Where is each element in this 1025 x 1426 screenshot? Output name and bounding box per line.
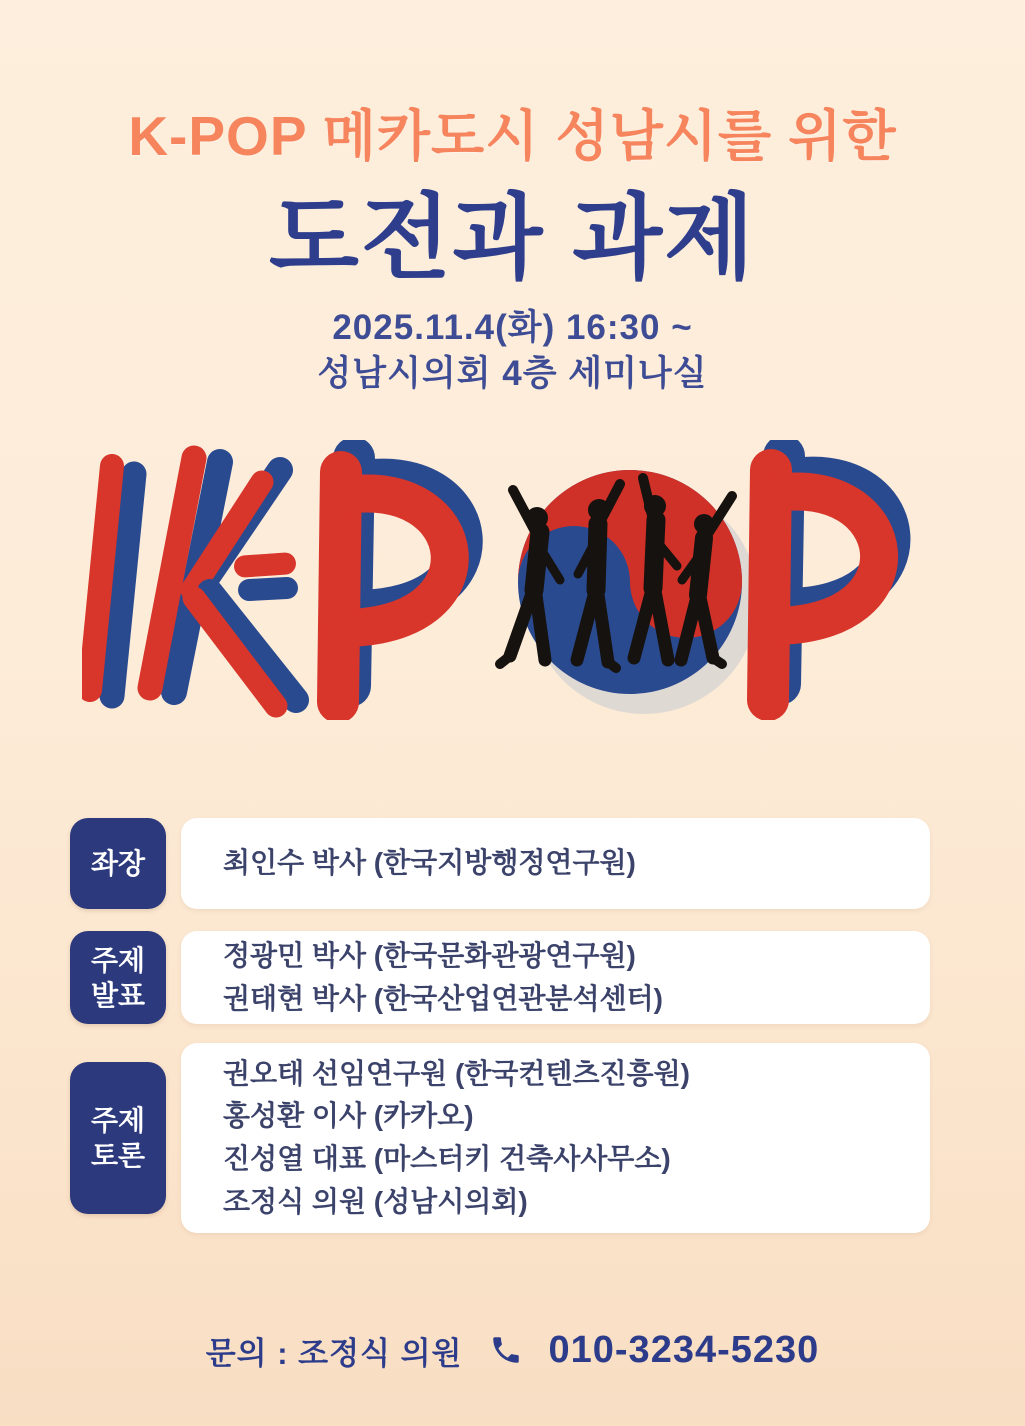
- logo-letter-p1: [338, 458, 463, 702]
- kpop-logo: [82, 440, 942, 720]
- person-entry: 권태현 박사 (한국산업연관분석센터): [223, 982, 663, 1014]
- section-moderator: [70, 818, 930, 909]
- section-presentation-label: [70, 931, 166, 1024]
- event-datetime: 2025.11.4(화) 16:30 ~: [332, 308, 693, 347]
- section-discussion: [70, 1043, 930, 1233]
- person-entry: 조정식 의원 (성남시의회): [223, 1185, 528, 1217]
- section-discussion-card: [181, 1043, 930, 1233]
- section-moderator-label: [70, 818, 166, 909]
- event-venue: 성남시의회 4층 세미나실: [317, 354, 708, 393]
- person-entry: 홍성환 이사 (카카오): [223, 1100, 474, 1132]
- label-line: 주제: [90, 1105, 146, 1136]
- label-line: 발표: [90, 979, 146, 1011]
- logo-letter-p2: [768, 456, 890, 700]
- poster-footer: [0, 1318, 1025, 1382]
- section-presentation: [70, 931, 930, 1024]
- poster-subtitle: K-POP 메카도시 성남시를 위한: [128, 105, 897, 167]
- poster-title: 도전과 과제: [268, 186, 757, 290]
- label-line: 토론: [90, 1140, 146, 1171]
- section-moderator-card: [181, 818, 930, 909]
- logo-hyphen: [233, 552, 298, 602]
- phone-number: 010-3234-5230: [548, 1328, 820, 1371]
- label-line: 좌장: [90, 848, 146, 879]
- person-entry: 진성열 대표 (마스터키 건축사사무소): [223, 1143, 671, 1174]
- section-presentation-card: [181, 931, 930, 1024]
- person-entry: 정광민 박사 (한국문화관광연구원): [223, 939, 636, 971]
- person-entry: 최인수 박사 (한국지방행정연구원): [223, 847, 636, 879]
- label-line: 주제: [90, 944, 146, 976]
- contact-label: 문의 : 조정식 의원: [205, 1335, 463, 1371]
- logo-taegeuk-circle: [500, 470, 742, 694]
- phone-icon: [489, 1333, 523, 1367]
- section-discussion-label: [70, 1062, 166, 1214]
- person-entry: 권오태 선임연구원 (한국컨텐츠진흥원): [223, 1057, 690, 1089]
